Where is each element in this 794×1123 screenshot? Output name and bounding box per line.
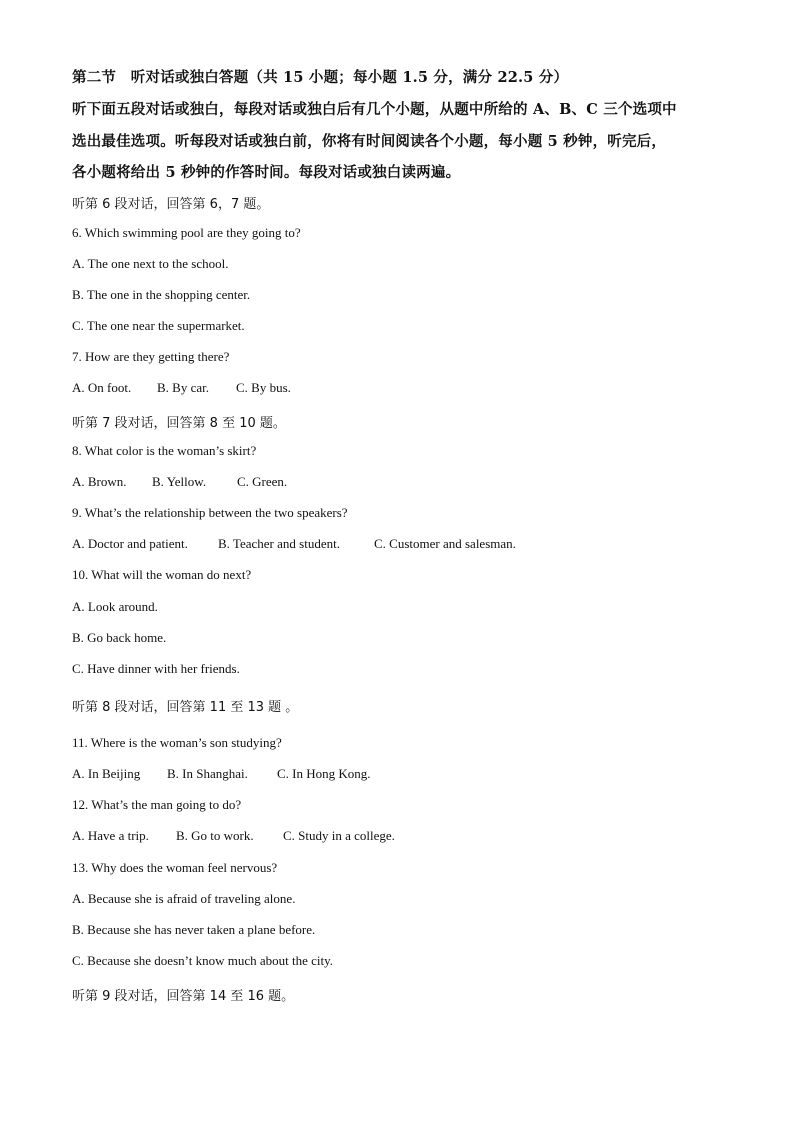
instruction-line: 各小题将给出 5 秒钟的作答时间。每段对话或独白读两遍。 (72, 164, 461, 181)
option-row (72, 828, 395, 844)
question-stem: 8. What color is the woman’s skirt? (72, 443, 257, 458)
option-c: C. Customer and salesman. (374, 536, 516, 551)
option-b: B. Teacher and student. (218, 536, 340, 551)
option-c: C. Green. (237, 474, 288, 489)
option-c: C. By bus. (236, 380, 291, 395)
question-stem: 11. Where is the woman’s son studying? (72, 735, 282, 750)
dialogue-header: 听第 6 段对话，回答第 6，7 题。 (72, 197, 270, 212)
option-row (72, 766, 371, 782)
question-stem: 12. What’s the man going to do? (72, 797, 242, 812)
option-b: B. Yellow. (152, 474, 207, 489)
option-c: C. In Hong Kong. (277, 766, 371, 781)
option-a: A. On foot. (72, 380, 132, 395)
instruction-line: 选出最佳选项。听每段对话或独白前，你将有时间阅读各个小题，每小题 5 秒钟，听完后， (72, 133, 667, 150)
option-b: B. Go to work. (176, 828, 254, 843)
question-stem: 7. How are they getting there? (72, 349, 230, 364)
option-row (72, 474, 287, 490)
dialogue-header: 听第 7 段对话，回答第 8 至 10 题。 (72, 416, 286, 431)
option-b: B. Go back home. (72, 630, 167, 645)
option-row (72, 536, 516, 552)
question-stem: 13. Why does the woman feel nervous? (72, 860, 278, 875)
option-b: B. By car. (157, 380, 209, 395)
option-a: A. Brown. (72, 474, 127, 489)
option-c: C. The one near the supermarket. (72, 318, 245, 333)
option-b: B. The one in the shopping center. (72, 287, 251, 302)
option-b: B. Because she has never taken a plane before. (72, 922, 316, 937)
option-a: A. Look around. (72, 599, 158, 614)
dialogue-header: 听第 8 段对话，回答第 11 至 13 题 。 (72, 700, 299, 715)
option-c: C. Study in a college. (283, 828, 395, 843)
option-a: A. In Beijing (72, 766, 141, 781)
option-c: C. Because she doesn’t know much about the city. (72, 953, 334, 968)
option-a: A. Have a trip. (72, 828, 149, 843)
option-a: A. Doctor and patient. (72, 536, 188, 551)
option-b: B. In Shanghai. (167, 766, 248, 781)
option-c: C. Have dinner with her friends. (72, 661, 240, 676)
question-stem: 6. Which swimming pool are they going to? (72, 225, 301, 240)
dialogue-header: 听第 9 段对话，回答第 14 至 16 题。 (72, 989, 295, 1004)
option-row (72, 380, 291, 396)
question-stem: 9. What’s the relationship between the two speakers? (72, 505, 348, 520)
option-a: A. The one next to the school. (72, 256, 229, 271)
option-a: A. Because she is afraid of traveling alone. (72, 891, 296, 906)
section-title: 第二节 听对话或独白答题（共 15 小题；每小题 1.5 分，满分 22.5 分） (72, 69, 569, 86)
question-stem: 10. What will the woman do next? (72, 567, 252, 582)
instruction-line: 听下面五段对话或独白，每段对话或独白后有几个小题，从题中所给的 A、B、C 三个选项中 (72, 101, 677, 118)
